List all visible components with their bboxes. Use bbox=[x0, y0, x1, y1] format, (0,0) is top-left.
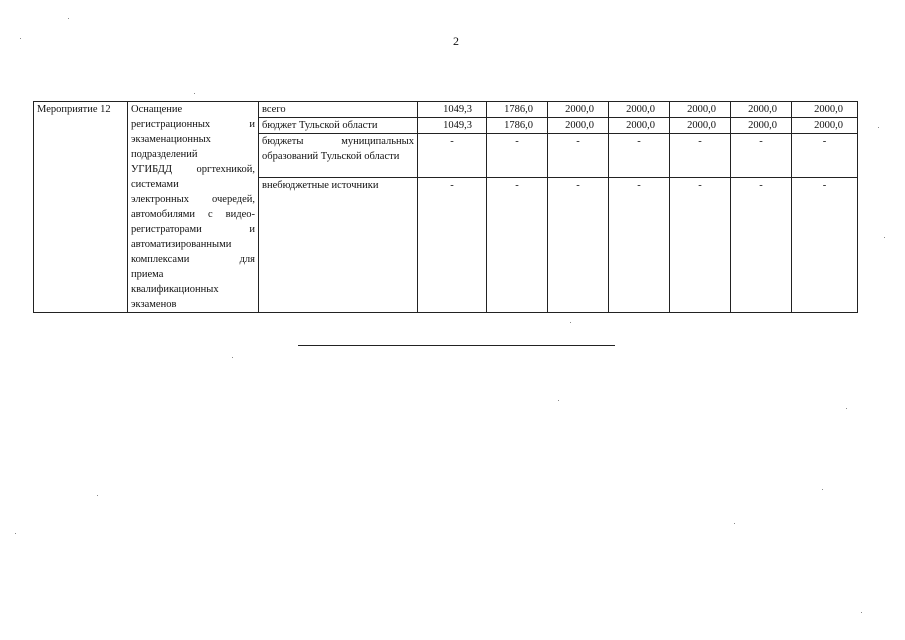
event-description-line: подразделений bbox=[131, 149, 198, 160]
event-description-line: системами bbox=[131, 179, 179, 190]
funding-value: - bbox=[731, 134, 792, 178]
event-label-cell bbox=[34, 102, 128, 313]
event-description-line: Оснащение bbox=[131, 104, 183, 115]
event-label: Мероприятие 12 bbox=[37, 104, 111, 115]
funding-source: бюджеты муниципальных образований Тульской области bbox=[259, 134, 418, 178]
event-description-line: квалификационных bbox=[131, 284, 219, 295]
funding-value: - bbox=[609, 178, 670, 313]
event-description-line: экзаменационных bbox=[131, 134, 211, 145]
event-description-line: автоматизированными bbox=[131, 239, 232, 250]
scan-speck bbox=[15, 533, 16, 534]
funding-source: всего bbox=[259, 102, 418, 118]
funding-value: - bbox=[670, 178, 731, 313]
event-description-line: экзаменов bbox=[131, 299, 177, 310]
scan-speck bbox=[558, 400, 559, 401]
closing-rule bbox=[298, 345, 615, 346]
funding-table bbox=[33, 101, 858, 313]
event-description-line: комплексами для bbox=[131, 254, 255, 265]
event-description-line: электронных очередей, bbox=[131, 194, 255, 205]
funding-value: - bbox=[792, 178, 858, 313]
scan-speck bbox=[822, 489, 823, 490]
funding-row-total bbox=[34, 102, 858, 118]
funding-value: - bbox=[670, 134, 731, 178]
funding-value: - bbox=[548, 134, 609, 178]
scan-speck bbox=[20, 38, 21, 39]
scan-speck bbox=[232, 357, 233, 358]
page-number: 2 bbox=[453, 34, 459, 48]
scan-speck bbox=[846, 408, 847, 409]
funding-source: бюджет Тульской области bbox=[259, 118, 418, 134]
scan-speck bbox=[570, 322, 571, 323]
scan-speck bbox=[97, 495, 98, 496]
event-description-line: автомобилями с видео- bbox=[131, 209, 255, 220]
funding-value: 2000,0 bbox=[731, 102, 792, 118]
funding-value: 2000,0 bbox=[670, 118, 731, 134]
event-description-line: регистрационных и bbox=[131, 119, 255, 130]
funding-value: - bbox=[487, 178, 548, 313]
funding-value: - bbox=[609, 134, 670, 178]
event-description-cell bbox=[128, 102, 259, 313]
funding-source: внебюджетные источники bbox=[259, 178, 418, 313]
funding-value: 2000,0 bbox=[731, 118, 792, 134]
funding-value: 1049,3 bbox=[418, 102, 487, 118]
scan-speck bbox=[734, 523, 735, 524]
funding-value: 1049,3 bbox=[418, 118, 487, 134]
funding-value: 2000,0 bbox=[792, 118, 858, 134]
scan-speck bbox=[68, 18, 69, 19]
scan-speck bbox=[861, 612, 862, 613]
scan-speck bbox=[194, 93, 195, 94]
funding-value: - bbox=[418, 178, 487, 313]
event-description-line: регистраторами и bbox=[131, 224, 255, 235]
funding-value: - bbox=[418, 134, 487, 178]
funding-value: 2000,0 bbox=[609, 102, 670, 118]
funding-value: 2000,0 bbox=[548, 102, 609, 118]
funding-value: - bbox=[792, 134, 858, 178]
event-description bbox=[131, 102, 255, 312]
funding-value: 1786,0 bbox=[487, 102, 548, 118]
funding-value: 1786,0 bbox=[487, 118, 548, 134]
event-description-line: УГИБДД оргтехникой, bbox=[131, 164, 255, 175]
funding-value: - bbox=[731, 178, 792, 313]
funding-value: 2000,0 bbox=[670, 102, 731, 118]
scan-speck bbox=[878, 127, 879, 128]
funding-value: - bbox=[487, 134, 548, 178]
funding-value: 2000,0 bbox=[548, 118, 609, 134]
funding-value: 2000,0 bbox=[792, 102, 858, 118]
funding-value: - bbox=[548, 178, 609, 313]
event-description-line: приема bbox=[131, 269, 164, 280]
scan-speck bbox=[884, 237, 885, 238]
funding-value: 2000,0 bbox=[609, 118, 670, 134]
